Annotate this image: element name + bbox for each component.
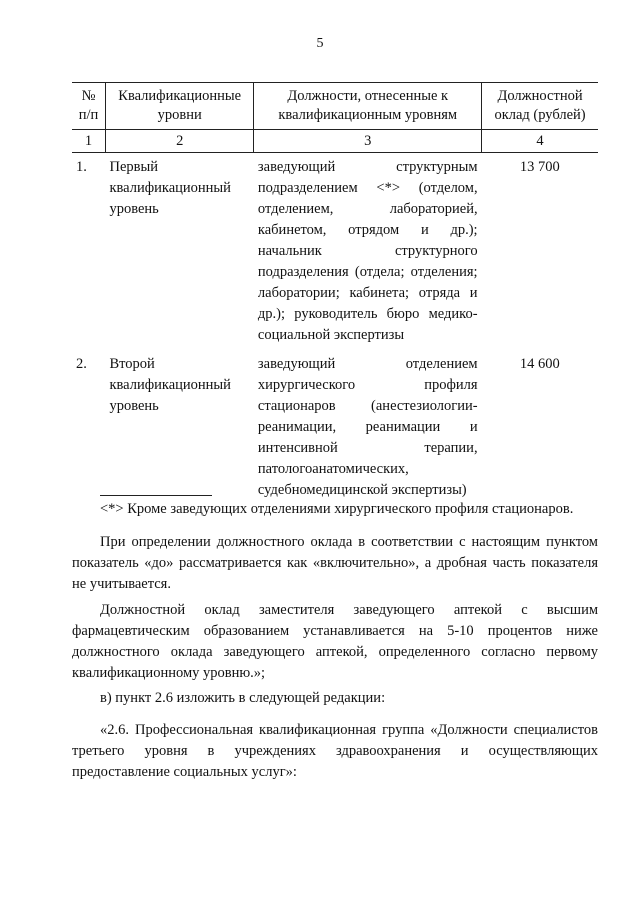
positions-list: заведующий структурным подразделением <*> (отделом, отделением, лабораторией, кабинетом, отрядом и др.); начальник структурного подразделения (отдела; отделения; лаборатории; кабинета; отряда и др.); руководитель бюро медико-социальной экспертизы (257, 159, 478, 343)
deputy-salary-paragraph: Должностной оклад заместителя заведующего аптекой с высшим фармацевтическим образованием устанавливается на 5-10 процентов ниже должностного оклада заведующего аптекой, определенного согласно первому квалификационному уровню.»; (72, 602, 598, 681)
column-number: 1 (72, 130, 105, 153)
table-row (72, 153, 598, 351)
page-number: 5 (316, 36, 324, 51)
column-number-row (72, 130, 598, 153)
header-number: № п/п (72, 83, 105, 130)
qualification-level: Второй квалификационный уровень (109, 356, 231, 414)
column-number: 2 (105, 130, 253, 153)
header-salary: Должностной оклад (рублей) (482, 83, 598, 130)
header-positions: Должности, отнесенные к квалификационным уровням (254, 83, 482, 130)
qualification-table (72, 82, 598, 505)
positions-list: заведующий отделением хирургического профиля стационаров (анестезиологии-реанимации, реанимации и интенсивной терапии, патологоанатомических, судебномедицинской экспертизы) (257, 356, 478, 498)
amendment-point-c: в) пункт 2.6 изложить в следующей редакции: (100, 690, 386, 706)
qualification-level: Первый квалификационный уровень (109, 159, 231, 217)
salary-value: 14 600 (519, 356, 560, 372)
definition-paragraph: При определении должностного оклада в соответствии с настоящим пунктом показатель «до» рассматривается как «включительно», а дробная часть показателя не учитывается. (72, 534, 598, 592)
table-row (72, 350, 598, 505)
salary-value: 13 700 (519, 159, 560, 175)
item-2-6-paragraph: «2.6. Профессиональная квалификационная группа «Должности специалистов третьего уровня в учреждениях здравоохранения и осуществляющих предоставление социальных услуг»: (72, 722, 598, 780)
table-header-row (72, 83, 598, 130)
footnote: <*> Кроме заведующих отделениями хирургического профиля стационаров. (100, 501, 574, 517)
column-number: 4 (482, 130, 598, 153)
header-qualification-levels: Квалификационные уровни (105, 83, 253, 130)
row-number: 1. (76, 159, 87, 175)
row-number: 2. (76, 356, 87, 372)
column-number: 3 (254, 130, 482, 153)
footnote-divider (100, 495, 212, 496)
